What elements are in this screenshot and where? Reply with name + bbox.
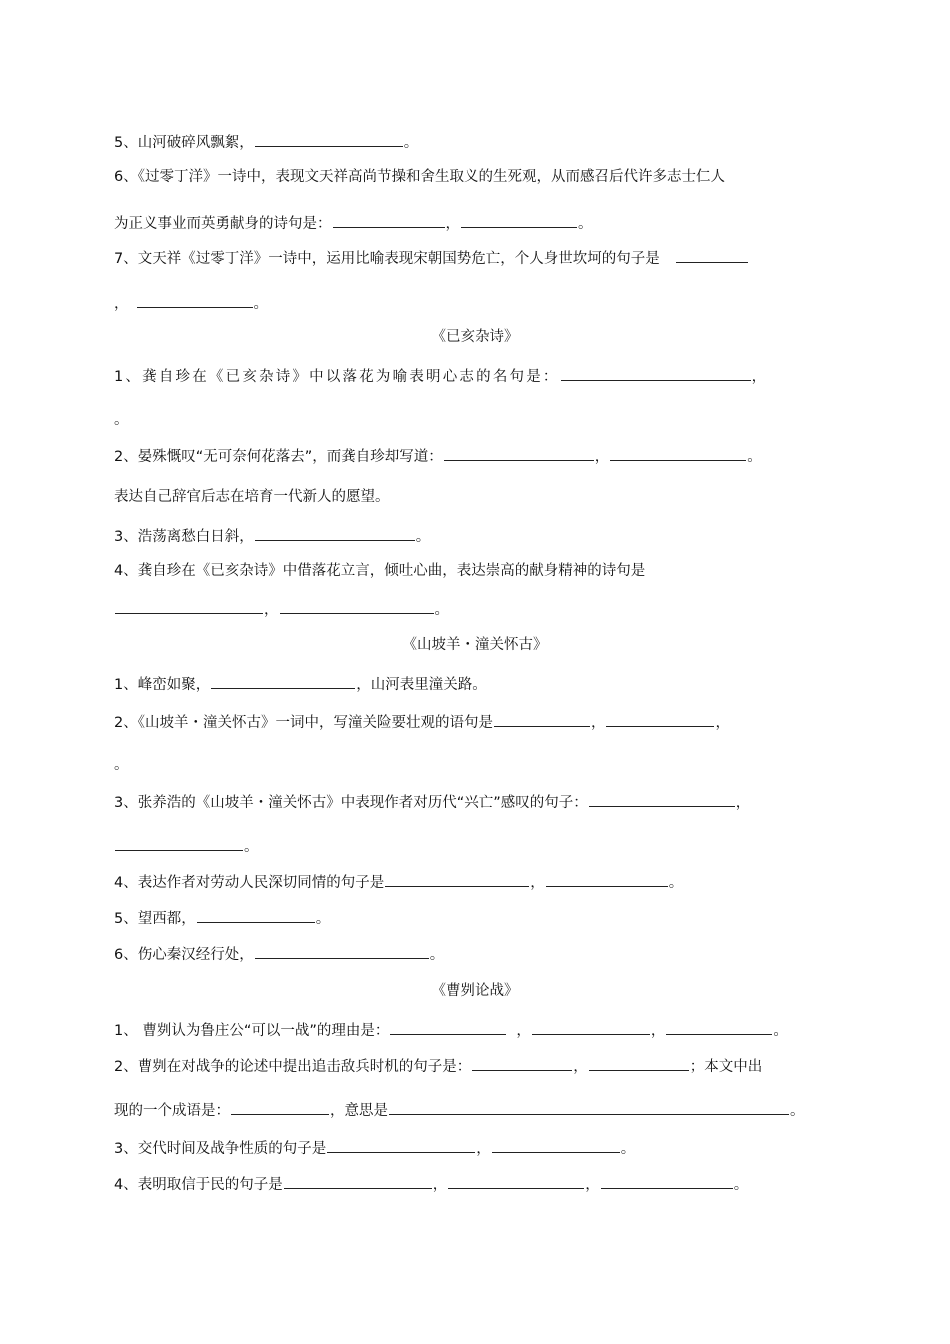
- question-5-guolingdingyang: 5、山河破碎风飘絮， 。: [114, 130, 418, 152]
- answer-blank[interactable]: [606, 710, 714, 727]
- answer-blank[interactable]: [448, 1172, 584, 1189]
- answer-blank[interactable]: [589, 1054, 689, 1071]
- question-1-jihai-line1: 1、龚自珍在《已亥杂诗》中以落花为喻表明心志的名句是： ，: [114, 364, 768, 386]
- answer-blank[interactable]: [255, 130, 403, 147]
- answer-blank[interactable]: [601, 1172, 733, 1189]
- answer-blank[interactable]: [610, 444, 746, 461]
- answer-blank[interactable]: [494, 710, 590, 727]
- answer-blank[interactable]: [389, 1098, 789, 1115]
- question-5-shanpoyang: 5、望西都， 。: [114, 906, 330, 928]
- answer-blank[interactable]: [197, 906, 315, 923]
- answer-blank[interactable]: [137, 291, 253, 308]
- answer-blank[interactable]: [255, 942, 429, 959]
- answer-blank[interactable]: [676, 246, 748, 263]
- question-2-shanpoyang-line2: 。: [114, 757, 129, 773]
- question-2-shanpoyang-line1: 2、《山坡羊・潼关怀古》一词中，写潼关险要壮观的语句是 ， ，: [114, 710, 730, 732]
- question-4-caogui: 4、表明取信于民的句子是 ， ， 。: [114, 1172, 748, 1194]
- answer-blank[interactable]: [255, 524, 415, 541]
- answer-blank[interactable]: [444, 444, 594, 461]
- question-3-jihai: 3、浩荡离愁白日斜， 。: [114, 524, 430, 546]
- question-7-line1: 7、文天祥《过零丁洋》一诗中，运用比喻表现宋朝国势危亡，个人身世坎坷的句子是: [114, 246, 749, 268]
- section-title-jihaizashi: 《已亥杂诗》: [431, 329, 519, 345]
- question-3-shanpoyang-line2: 。: [114, 834, 259, 856]
- section-title-caoguilunzhan: 《曹刿论战》: [431, 983, 519, 999]
- answer-blank[interactable]: [284, 1172, 432, 1189]
- answer-blank[interactable]: [532, 1018, 650, 1035]
- answer-blank[interactable]: [385, 870, 529, 887]
- question-6-shanpoyang: 6、伤心秦汉经行处， 。: [114, 942, 444, 964]
- question-4-shanpoyang: 4、表达作者对劳动人民深切同情的句子是 ， 。: [114, 870, 683, 892]
- answer-blank[interactable]: [472, 1054, 572, 1071]
- question-6-line1: 6、《过零丁洋》一诗中，表现文天祥高尚节操和舍生取义的生死观，从而感召后代许多志士仁人: [114, 169, 725, 185]
- answer-blank[interactable]: [461, 211, 577, 228]
- answer-blank[interactable]: [561, 364, 751, 381]
- question-3-caogui: 3、交代时间及战争性质的句子是 ， 。: [114, 1136, 635, 1158]
- question-2-jihai-line2: 表达自己辞官后志在培育一代新人的愿望。: [114, 489, 390, 505]
- question-3-shanpoyang-line1: 3、张养浩的《山坡羊・潼关怀古》中表现作者对历代“兴亡”感叹的句子： ，: [114, 790, 750, 812]
- answer-blank[interactable]: [333, 211, 445, 228]
- answer-blank[interactable]: [546, 870, 668, 887]
- answer-blank[interactable]: [492, 1136, 620, 1153]
- answer-blank[interactable]: [280, 597, 434, 614]
- question-4-jihai-line2: ， 。: [114, 597, 449, 619]
- section-title-shanpoyang: 《山坡羊・潼关怀古》: [402, 637, 548, 653]
- question-7-line2: ， 。: [114, 291, 268, 313]
- answer-blank[interactable]: [589, 790, 735, 807]
- answer-blank[interactable]: [115, 834, 243, 851]
- question-2-caogui-line2: 现的一个成语是： ，意思是 。: [114, 1098, 805, 1120]
- answer-blank[interactable]: [115, 597, 263, 614]
- question-1-shanpoyang: 1、峰峦如聚， ，山河表里潼关路。: [114, 672, 487, 694]
- answer-blank[interactable]: [666, 1018, 772, 1035]
- question-4-jihai-line1: 4、龚自珍在《已亥杂诗》中借落花立言，倾吐心曲，表达崇高的献身精神的诗句是: [114, 563, 646, 579]
- answer-blank[interactable]: [390, 1018, 506, 1035]
- answer-blank[interactable]: [327, 1136, 475, 1153]
- question-2-caogui-line1: 2、曹刿在对战争的论述中提出追击敌兵时机的句子是： ， ；本文中出: [114, 1054, 762, 1076]
- question-1-jihai-line2: 。: [114, 412, 129, 428]
- question-6-line2: 为正义事业而英勇献身的诗句是： ， 。: [114, 211, 593, 233]
- question-2-jihai-line1: 2、晏殊慨叹“无可奈何花落去”，而龚自珍却写道： ， 。: [114, 444, 762, 466]
- answer-blank[interactable]: [211, 672, 355, 689]
- question-1-caogui: 1、 曹刿认为鲁庄公“可以一战”的理由是： ， ， 。: [114, 1018, 788, 1040]
- answer-blank[interactable]: [231, 1098, 329, 1115]
